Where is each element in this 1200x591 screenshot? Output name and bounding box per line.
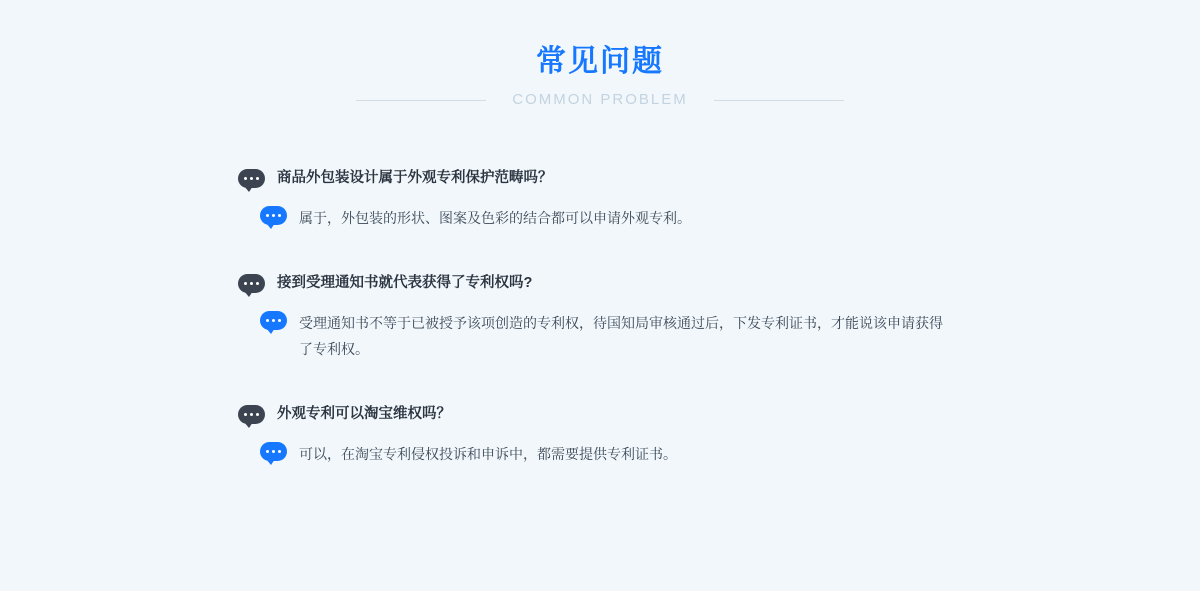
faq-answer-row [238,441,1200,467]
faq-item [238,404,1200,467]
answer-bubble-icon [260,206,287,225]
question-bubble-icon [238,274,265,293]
faq-question-row [238,273,1200,294]
subtitle-row [0,90,1200,110]
faq-answer-text: 可以，在淘宝专利侵权投诉和申诉中，都需要提供专利证书。 [299,446,677,462]
divider-left [356,100,486,101]
question-bubble-icon [238,405,265,424]
faq-question-row [238,168,1200,189]
faq-list [0,168,1200,467]
faq-question-text: 外观专利可以淘宝维权吗？ [277,406,451,422]
faq-question-row [238,404,1200,425]
page-subtitle: COMMON PROBLEM [512,91,688,108]
answer-bubble-icon [260,311,287,330]
faq-item [238,273,1200,362]
faq-item [238,168,1200,231]
page-title: 常见问题 [536,45,664,78]
faq-question-text: 商品外包装设计属于外观专利保护范畴吗？ [277,170,553,186]
question-bubble-icon [238,169,265,188]
divider-right [714,100,844,101]
faq-question-text: 接到受理通知书就代表获得了专利权吗? [277,275,533,291]
answer-bubble-icon [260,442,287,461]
faq-answer-text: 属于，外包装的形状、图案及色彩的结合都可以申请外观专利。 [299,210,691,226]
page-header [0,0,1200,110]
faq-answer-row [238,205,1200,231]
faq-answer-row [238,310,1200,362]
faq-answer-text: 受理通知书不等于已被授予该项创造的专利权，待国知局审核通过后，下发专利证书，才能说该申请获得了专利权。 [299,315,943,357]
